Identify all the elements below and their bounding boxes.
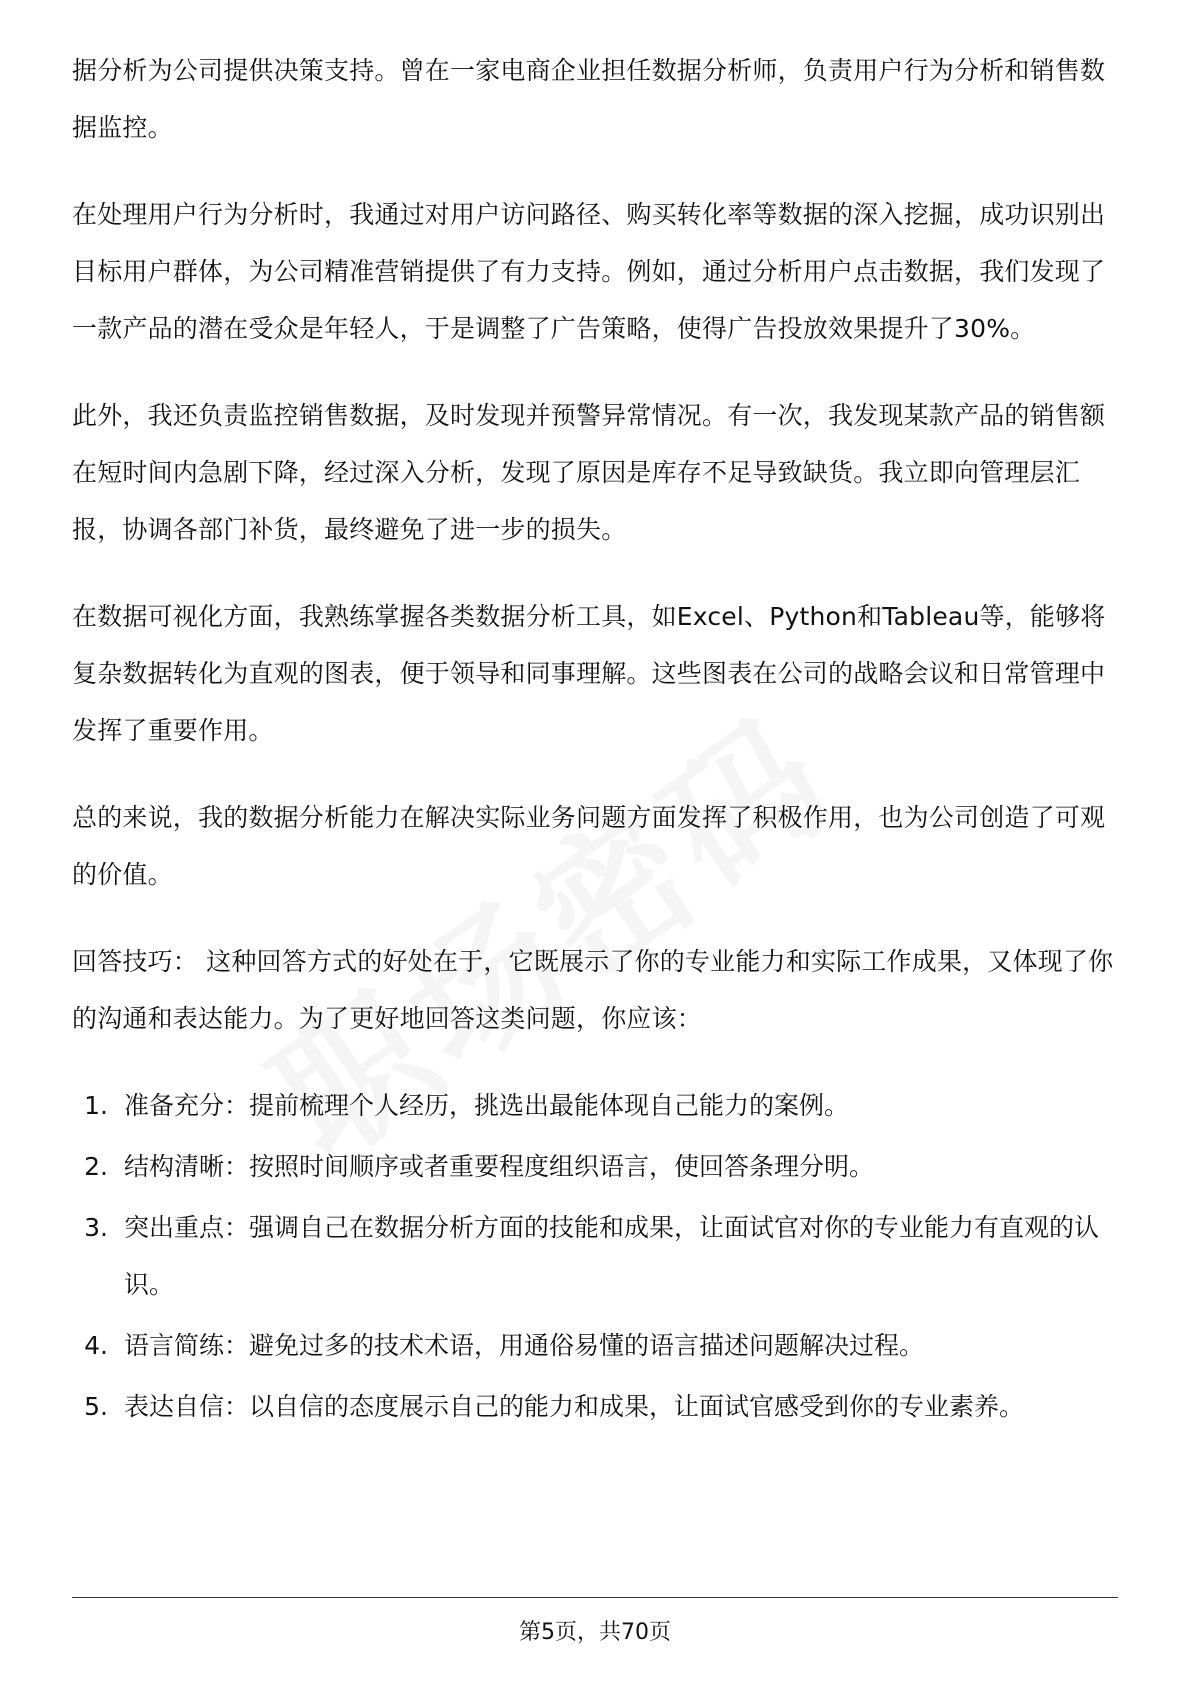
footer-divider <box>72 1597 1118 1598</box>
page-number: 第5页，共70页 <box>519 1620 671 1645</box>
list-item <box>72 1317 1118 1374</box>
list-number: 5. <box>84 1392 108 1421</box>
list-item <box>72 1199 1118 1313</box>
list-item <box>72 1077 1118 1134</box>
list-number: 3. <box>84 1213 108 1242</box>
list-item <box>72 1138 1118 1195</box>
list-text: 结构清晰：按照时间顺序或者重要程度组织语言，使回答条理分明。 <box>124 1152 875 1181</box>
paragraph-answer-tips: 回答技巧： 这种回答方式的好处在于，它既展示了你的专业能力和实际工作成果，又体现了你的沟通和表达能力。为了更好地回答这类问题，你应该： <box>72 947 1114 1033</box>
page-content <box>72 42 1118 1439</box>
list-text: 表达自信：以自信的态度展示自己的能力和成果，让面试官感受到你的专业素养。 <box>124 1392 1025 1421</box>
list-item <box>72 1378 1118 1435</box>
list-number: 2. <box>84 1152 108 1181</box>
list-number: 4. <box>84 1331 108 1360</box>
paragraph-intro: 据分析为公司提供决策支持。曾在一家电商企业担任数据分析师，负责用户行为分析和销售数据监控。 <box>72 56 1106 142</box>
tips-list <box>72 1077 1118 1435</box>
paragraph-user-behavior: 在处理用户行为分析时，我通过对用户访问路径、购买转化率等数据的深入挖掘，成功识别出目标用户群体，为公司精准营销提供了有力支持。例如，通过分析用户点击数据，我们发现了一款产品的潜在受众是年轻人，于是调整了广告策略，使得广告投放效果提升了30%。 <box>72 200 1106 343</box>
paragraph-summary: 总的来说，我的数据分析能力在解决实际业务问题方面发挥了积极作用，也为公司创造了可观的价值。 <box>72 803 1106 889</box>
list-number: 1. <box>84 1091 108 1120</box>
list-text: 准备充分：提前梳理个人经历，挑选出最能体现自己能力的案例。 <box>124 1091 850 1120</box>
list-text: 语言简练：避免过多的技术术语，用通俗易懂的语言描述问题解决过程。 <box>124 1331 925 1360</box>
paragraph-visualization: 在数据可视化方面，我熟练掌握各类数据分析工具，如Excel、Python和Tableau等，能够将复杂数据转化为直观的图表，便于领导和同事理解。这些图表在公司的战略会议和日常管理中发挥了重要作用。 <box>72 602 1106 745</box>
paragraph-sales-monitoring: 此外，我还负责监控销售数据，及时发现并预警异常情况。有一次，我发现某款产品的销售额在短时间内急剧下降，经过深入分析，发现了原因是库存不足导致缺货。我立即向管理层汇报，协调各部门补货，最终避免了进一步的损失。 <box>72 401 1106 544</box>
list-text: 突出重点：强调自己在数据分析方面的技能和成果，让面试官对你的专业能力有直观的认识。 <box>124 1213 1100 1299</box>
